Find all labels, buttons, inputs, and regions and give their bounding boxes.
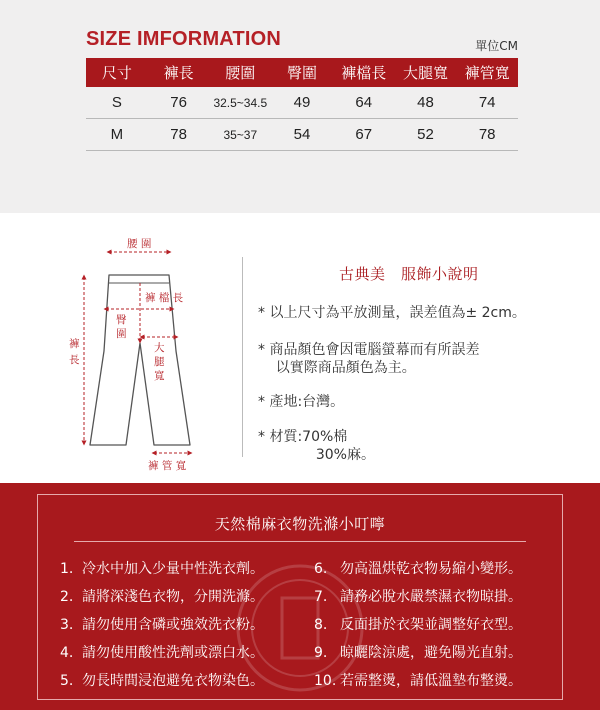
header-hem: 褲管寬 — [464, 64, 510, 82]
note-item: * 以上尺寸為平放測量，誤差值為± 2cm。 — [258, 305, 526, 321]
size-title: SIZE IMFORMATION — [86, 28, 282, 50]
table-cell: 78 — [478, 126, 496, 143]
header-thigh: 大腿寬 — [402, 64, 448, 82]
table-cell: 49 — [293, 94, 311, 111]
pants-diagram — [56, 231, 236, 471]
tip-item: 7. 請務必脫水嚴禁濕衣物晾掛。 — [314, 589, 522, 605]
table-row — [86, 87, 518, 119]
header-hip: 臀圍 — [287, 64, 318, 82]
table-cell: S — [111, 94, 122, 111]
table-cell: 78 — [170, 126, 187, 143]
label-thigh: 大 腿 寬 — [154, 342, 165, 382]
washing-divider — [74, 541, 526, 542]
header-size: 尺寸 — [101, 64, 132, 82]
label-hem: 褲 管 寬 — [148, 460, 187, 471]
label-rise: 褲 檔 長 — [145, 292, 184, 304]
header-rise: 褲檔長 — [341, 64, 387, 82]
washing-tips-section — [0, 483, 600, 710]
label-hip-2: 圍 — [116, 328, 127, 340]
tip-item: 5. 勿長時間浸泡避免衣物染色。 — [60, 673, 264, 689]
table-cell: 54 — [293, 126, 311, 143]
notes-title: 古典美 服飾小說明 — [339, 265, 479, 283]
table-cell: 48 — [417, 94, 434, 111]
size-table-header — [86, 58, 518, 87]
size-info-section — [0, 0, 600, 213]
tip-item: 9. 晾曬陰涼處，避免陽光直射。 — [314, 645, 522, 661]
unit-label: 單位CM — [475, 39, 518, 53]
diagram-notes-section — [0, 213, 600, 483]
table-cell: 52 — [417, 126, 434, 143]
tip-item: 3. 請勿使用含磷或強效洗衣粉。 — [60, 617, 264, 633]
table-cell: M — [110, 126, 124, 143]
note-item: * 產地:台灣。 — [258, 394, 345, 410]
table-cell: 74 — [478, 94, 496, 111]
table-row — [86, 119, 518, 151]
table-cell: 76 — [170, 94, 187, 111]
tip-item: 8. 反面掛於衣架並調整好衣型。 — [314, 617, 522, 633]
header-length: 褲長 — [163, 64, 194, 82]
label-length: 褲 長 — [69, 338, 80, 366]
note-item: * 商品顏色會因電腦螢幕而有所誤差 以實際商品顏色為主。 — [258, 342, 480, 376]
note-item: * 材質:70%棉 30%麻。 — [258, 429, 375, 463]
tip-item: 1. 冷水中加入少量中性洗衣劑。 — [60, 561, 264, 577]
table-cell: 32.5~34.5 — [213, 95, 268, 110]
washing-title: 天然棉麻衣物洗滌小叮嚀 — [214, 515, 386, 533]
vertical-divider — [242, 257, 243, 457]
label-hip — [116, 314, 130, 340]
tip-item: 10. 若需整燙，請低溫墊布整燙。 — [314, 673, 522, 689]
size-table — [86, 58, 518, 151]
label-hip-1: 臀 — [116, 314, 127, 326]
table-cell: 35~37 — [223, 127, 258, 142]
tip-item: 4. 請勿使用酸性洗劑或漂白水。 — [60, 645, 264, 661]
tip-item: 2. 請將深淺色衣物，分開洗滌。 — [60, 589, 264, 605]
table-cell: 67 — [355, 126, 373, 143]
table-cell: 64 — [355, 94, 373, 111]
header-waist: 腰圍 — [225, 64, 256, 82]
label-waist: 腰 圍 — [127, 238, 152, 250]
tip-item: 6. 勿高溫烘乾衣物易縮小變形。 — [314, 561, 522, 577]
